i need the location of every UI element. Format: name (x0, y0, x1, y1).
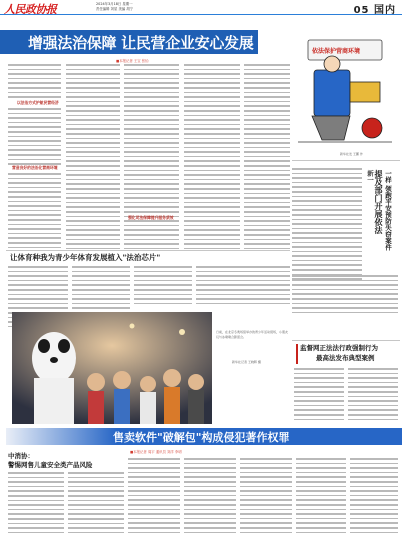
bottom-headline[interactable]: 售卖软件"破解包"构成侵犯著作权罪 (113, 431, 290, 444)
admin-headline-b[interactable]: 最高法发布典型案例 (316, 354, 375, 362)
lead-col-3 (124, 64, 179, 252)
lead-subhead-2: 营造良好的法治化营商环境 (12, 165, 58, 170)
bottom-col-3 (240, 458, 292, 536)
divider (6, 250, 290, 251)
event-photo (12, 312, 212, 424)
photo-scene (12, 312, 212, 424)
side-headline-b[interactable]: 一样 领跑平安预防失窃案件 (384, 170, 392, 251)
lead-col-1b (8, 108, 61, 168)
admin-headline-a[interactable]: 监督网正法法行政强制行为 (300, 344, 378, 352)
lead-col-1 (8, 64, 61, 101)
cartoon-sign: 依法保护营商环境 (312, 48, 361, 55)
bottom-headline-banner (6, 428, 402, 445)
masthead-logo: 人民政协报 (4, 3, 57, 16)
side-col-1 (292, 168, 362, 283)
side-col-2 (292, 275, 398, 316)
youth-headline[interactable]: 让体育种我为青少年体育发展植入"法治芯片" (10, 253, 161, 262)
lead-headline-banner (0, 30, 258, 54)
lead-subhead-3: 强化司法保障提升服务质效 (128, 215, 174, 220)
bottom-col-2 (184, 458, 236, 536)
editor-line: 责任编辑 刘星 美编 胡宁 (96, 6, 134, 11)
accent-bar (296, 344, 298, 364)
side-kicker: 新一 (366, 170, 374, 183)
lead-col-2 (66, 64, 120, 252)
side-headline-a[interactable]: 提及部门开展依法 (374, 170, 384, 234)
divider (292, 340, 400, 341)
lead-col-1c (8, 173, 61, 251)
youth-col-3 (134, 266, 192, 307)
lead-col-5 (244, 64, 290, 252)
lead-subhead-1: 以法治方式护航民营经济 (17, 100, 59, 105)
photo-credit: 新华社记者 王晓晖 摄 (232, 360, 261, 364)
bottom-col-4 (296, 458, 346, 536)
cartoon-credit: 新华社发 王鹏 作 (340, 152, 363, 156)
lead-headline[interactable]: 增强法治保障 让民营企业安心发展 (28, 34, 254, 52)
photo-caption: 日前，在北京冬奥场馆举办的青少年活动现场，小朋友们与冰墩墩合影留念。 (216, 330, 289, 339)
lead-col-4 (184, 64, 240, 252)
date-line: 2024年3月18日 星期一 (96, 2, 133, 6)
toys-col-1 (8, 472, 64, 536)
toys-kicker: 中消协： (8, 452, 34, 460)
youth-col-4 (196, 266, 290, 307)
bottom-byline: ■本报记者 周宇 通讯员 刘洋 李明 (130, 450, 182, 454)
admin-col-2 (348, 368, 398, 423)
page-header (0, 0, 402, 15)
toys-col-2 (68, 472, 124, 536)
bottom-col-5 (350, 458, 398, 536)
bottom-col-1 (128, 458, 180, 536)
toys-headline[interactable]: 警惕网售儿童安全类产品风险 (8, 461, 93, 469)
cartoon-illustration (292, 30, 398, 150)
lead-byline: ■本报记者 王宝 张怡 (116, 59, 149, 63)
page-number: 05 国内 (353, 5, 396, 16)
admin-col-1 (294, 368, 344, 423)
divider (292, 160, 400, 161)
header-dateline (96, 2, 133, 11)
